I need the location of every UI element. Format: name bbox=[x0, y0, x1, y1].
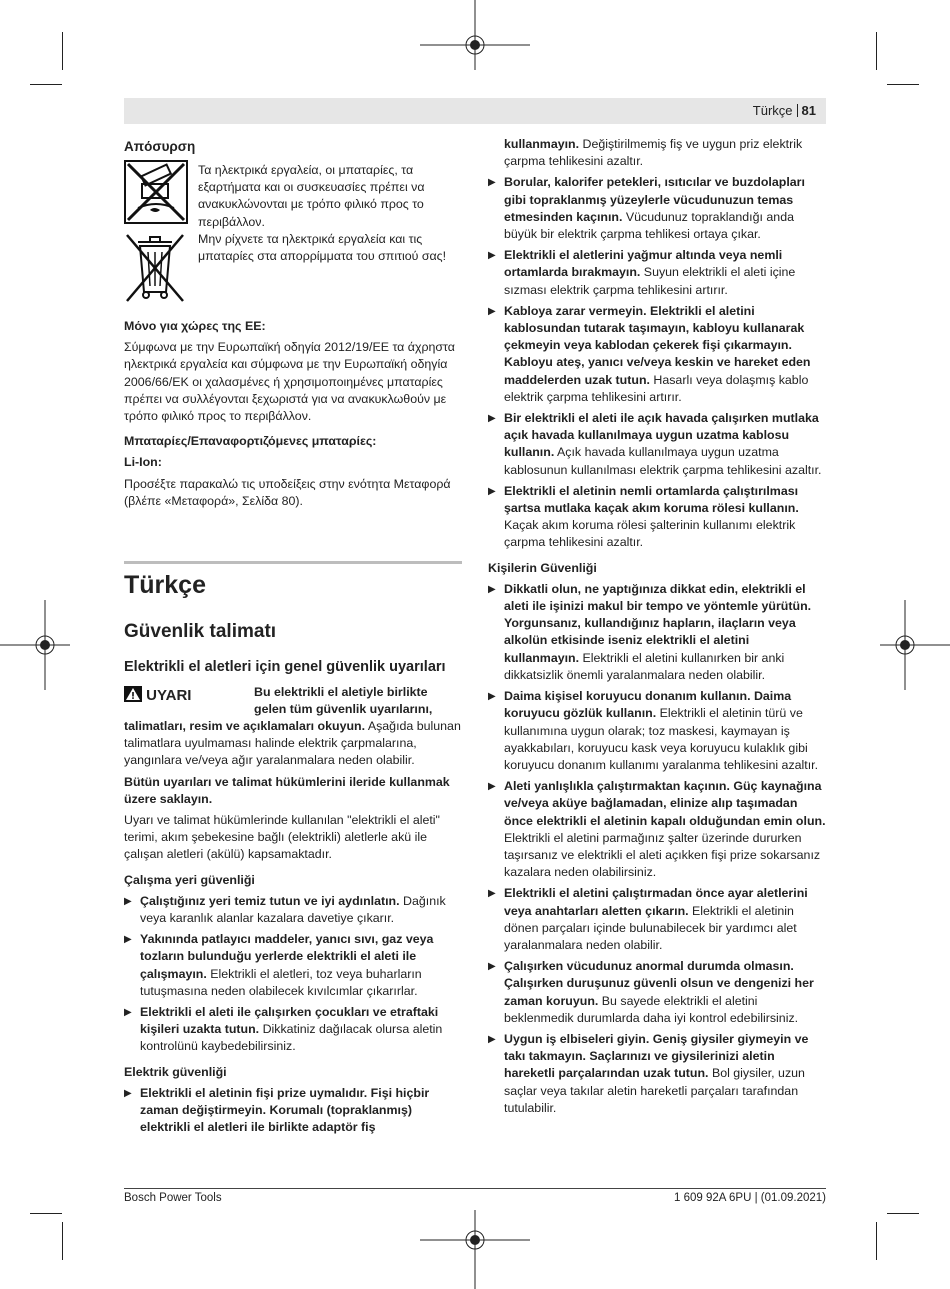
list-item: ▶ Dikkatli olun, ne yaptığınıza dikkat edin, elektrikli el aleti ile işinizi makul bir tempo ve yöntemle yürütün. Yorgunsanız, kullandığınız hapların, ilaçların veya alkolün etkisinde iseniz elektrikli el aletini kullanmayın. Elektrikli el aletini kullanırken bir anki dikkatsizlik önemli yaralanmalara neden olabilir. bbox=[488, 581, 812, 682]
list-item: ▶ Elektrikli el aletinin fişi prize uymalıdır. Fişi hiçbir zaman değiştirmeyin. Korumalı (topraklanmış) elektrikli el aletleri ile birlikte adaptör fiş bbox=[124, 1085, 430, 1135]
arrow-bullet-icon: ▶ bbox=[488, 177, 496, 189]
registration-mark-icon bbox=[0, 600, 70, 690]
header-section: Türkçe bbox=[752, 103, 793, 118]
term-definition: Uyarı ve talimat hükümlerinde kullanılan "elektrikli el aleti" terimi, akım şebekesine bağlı (elektrikli) aletlerle akü ile çalışan aletleri (akülü) kapsamaktadır. bbox=[124, 813, 440, 862]
registration-mark-icon bbox=[420, 0, 530, 70]
section-rule bbox=[124, 561, 462, 564]
eu-block bbox=[124, 318, 462, 510]
list-item-continued: kullanmayın. Değiştirilmemiş fiş ve uygun priz elektrik çarpma tehlikesini azaltır. bbox=[504, 137, 803, 169]
list-item: ▶ Yakınında patlayıcı maddeler, yanıcı sıvı, gaz veya tozların bulunduğu yerlerde elektrikli el aleti ile çalışmayın. Elektrikli el aletleri, toz veya buharların tutuşmasına neden olabilecek kıvılcımlar çıkarırlar. bbox=[124, 932, 434, 998]
footer-rule bbox=[124, 1188, 826, 1189]
list-item: ▶ Kabloya zarar vermeyin. Elektrikli el aletini kablosundan tutarak taşımayın, kabloyu kullanarak çekmeyin veya kablodan çekerek fişi çıkarmayın. Kabloyu ateş, yanıcı ve/veya keskin ve hareket eden maddelerden uzak tutun. Hasarlı veya dolaşmış kablo elektrik çarpma tehlikesini artırır. bbox=[488, 303, 811, 404]
crop-mark bbox=[876, 1222, 877, 1260]
general-warnings-title: Elektrikli el aletleri için genel güvenlik uyarıları bbox=[124, 659, 446, 675]
arrow-bullet-icon: ▶ bbox=[488, 961, 496, 973]
crop-mark bbox=[62, 1222, 63, 1260]
arrow-bullet-icon: ▶ bbox=[124, 1087, 132, 1099]
language-title: Türkçe bbox=[124, 571, 206, 599]
list-item: ▶ Aleti yanlışlıkla çalıştırmaktan kaçının. Güç kaynağına ve/veya aküye bağlamadan, elinize alıp taşımadan önce elektrikli el aletinin kapalı olduğundan emin olun. Elektrikli el aletini parmağınız şalter üzerinde dururken taşırsanız ve elektrikli el aleti açıkken fişi prize sokarsanız kazalara neden olabilirsiniz. bbox=[488, 779, 826, 880]
arrow-bullet-icon: ▶ bbox=[488, 691, 496, 703]
page-number: 81 bbox=[801, 103, 816, 118]
warning-block bbox=[124, 684, 462, 718]
crop-mark bbox=[30, 84, 62, 85]
arrow-bullet-icon: ▶ bbox=[488, 485, 496, 497]
personal-safety-heading: Kişilerin Güvenliği bbox=[488, 560, 597, 575]
list-item: ▶ Daima kişisel koruyucu donanım kullanın. Daima koruyucu gözlük kullanın. Elektrikli el aletinin türü ve kullanımına uygun olarak; toz maskesi, kaymayan iş ayakkabıları, koruyucu kask veya koruyucu kulaklık gibi koruyucu donanım kullanımı yaralanma tehlikesini azaltır. bbox=[488, 689, 819, 772]
crop-mark bbox=[876, 32, 877, 70]
list-item: ▶ Uygun iş elbiseleri giyin. Geniş giysiler giymeyin ve takı takmayın. Saçlarınızı ve giysilerinizi aletin hareketli parçalarından uzak tutun. Bol giysiler, uzun saçlar veya takılar aletin hareketli parçaları tarafından tutulabilir. bbox=[488, 1031, 809, 1115]
footer-right: 1 609 92A 6PU | (01.09.2021) bbox=[674, 1192, 826, 1204]
registration-mark-icon bbox=[880, 600, 950, 690]
arrow-bullet-icon: ▶ bbox=[488, 781, 496, 793]
arrow-bullet-icon: ▶ bbox=[488, 888, 496, 900]
eu-text: Σύμφωνα με την Ευρωπαϊκή οδηγία 2012/19/ΕΕ τα άχρηστα ηλεκτρικά εργαλεία και σύμφωνα με την Ευρωπαϊκή οδηγία 2006/66/ΕΚ οι χαλασμένες ή χρησιμοποιημένες μπαταρίες πρέπει να συλλέγονται ξεχωριστά για να ανακυκλωθούν με τρόπο φιλικό προς το περιβάλλον. bbox=[124, 340, 455, 424]
list-item: ▶ Elektrikli el aletinin nemli ortamlarda çalıştırılması şartsa mutlaka kaçak akım koruma rölesi kullanın. Kaçak akım koruma rölesi şalterinin kullanımı elektrik çarpma tehlikesini azaltır. bbox=[488, 483, 799, 550]
work-area-heading: Çalışma yeri güvenliği bbox=[124, 872, 255, 887]
safety-title: Güvenlik talimatı bbox=[124, 621, 277, 642]
page-header bbox=[124, 98, 826, 124]
crop-mark bbox=[887, 1213, 919, 1214]
crop-mark bbox=[30, 1213, 62, 1214]
battery-heading: Μπαταρίες/Επαναφορτιζόμενες μπαταρίες: bbox=[124, 434, 377, 449]
arrow-bullet-icon: ▶ bbox=[488, 1033, 496, 1045]
footer-left: Bosch Power Tools bbox=[124, 1192, 222, 1204]
arrow-bullet-icon: ▶ bbox=[488, 305, 496, 317]
disposal-text-2: Μην ρίχνετε τα ηλεκτρικά εργαλεία και τις μπαταρίες στα απορρίμματα του σπιτιού σας! bbox=[198, 231, 447, 264]
header-text bbox=[753, 103, 816, 118]
warning-paragraph: talimatları, resim ve açıklamaları okuyun. Aşağıda bulunan talimatlara uyulmaması halinde elektrik çarpmalarına, yangınlara ve/veya ağır yaralanmalara neden olabilir. bbox=[124, 719, 461, 768]
arrow-bullet-icon: ▶ bbox=[124, 1007, 132, 1019]
arrow-bullet-icon: ▶ bbox=[488, 250, 496, 262]
arrow-bullet-icon: ▶ bbox=[124, 934, 132, 946]
list-item: ▶ Çalıştığınız yeri temiz tutun ve iyi aydınlatın. Dağınık veya karanlık alanlar kazalara davetiye çıkarır. bbox=[124, 893, 446, 926]
disposal-text-1: Τα ηλεκτρικά εργαλεία, οι μπαταρίες, τα εξαρτήματα και οι συσκευασίες πρέπει να ανακυκλώνονται με τρόπο φιλικό προς το περιβάλλον. bbox=[198, 163, 425, 229]
liion-heading: Li-Ion: bbox=[124, 455, 162, 470]
crop-mark bbox=[62, 32, 63, 70]
disposal-text-block bbox=[198, 162, 460, 265]
disposal-heading: Απόσυρση bbox=[124, 139, 196, 154]
right-column bbox=[488, 136, 826, 1117]
warning-label: UYARI bbox=[124, 686, 191, 704]
turkish-section bbox=[124, 570, 462, 1136]
arrow-bullet-icon: ▶ bbox=[488, 583, 496, 595]
arrow-bullet-icon: ▶ bbox=[488, 413, 496, 425]
registration-mark-icon bbox=[420, 1210, 530, 1289]
crop-mark bbox=[887, 84, 919, 85]
warning-bold-1: Bu elektrikli el aletiyle birlikte gelen tüm güvenlik uyarılarını, bbox=[254, 685, 433, 717]
liion-text: Προσέξτε παρακαλώ τις υποδείξεις στην ενότητα Μεταφορά (βλέπε «Μεταφορά», Σελίδα 80). bbox=[124, 476, 451, 508]
no-battery-bin-icon bbox=[124, 160, 188, 224]
list-item: ▶ Borular, kalorifer petekleri, ısıtıcılar ve buzdolapları gibi topraklanmış yüzeylerle vücudunuzun temas etmesinden kaçının. Vücudunuz topraklandığı anda büyük bir elektrik çarpma tehlikesi ortaya çıkar. bbox=[488, 175, 805, 242]
list-item: ▶ Elektrikli el aletlerini yağmur altında veya nemli ortamlarda bırakmayın. Suyun elektrikli el aleti içine sızması elektrik çarpma tehlikesini artırır. bbox=[488, 248, 796, 297]
eu-heading: Μόνο για χώρες της ΕΕ: bbox=[124, 319, 266, 333]
list-item: ▶ Elektrikli el aletini çalıştırmadan önce ayar aletlerini veya anahtarları aletten çıkarın. Elektrikli el aletinin dönen parçaları içinde bulunabilecek bir yardımcı alet yaralanmalara neden olabilir. bbox=[488, 886, 808, 952]
crossed-bin-icon bbox=[124, 232, 186, 304]
electrical-safety-heading: Elektrik güvenliği bbox=[124, 1064, 227, 1079]
list-item: ▶ Bir elektrikli el aleti ile açık havada çalışırken mutlaka açık havada kullanılmaya uygun uzatma kablosu kullanın. Açık havada kullanılmaya uygun uzatma kablosunun kullanılması elektrik çarpma tehlikesini azaltır. bbox=[488, 411, 822, 477]
list-item: ▶ Çalışırken vücudunuz anormal durumda olmasın. Çalışırken duruşunuz güvenli olsun ve dengenizi her zaman koruyun. Bu sayede elektrikli el aletini beklenmedik durumlarda daha iyi kontrol edebilirsiniz. bbox=[488, 959, 814, 1025]
left-column bbox=[124, 138, 462, 155]
warning-triangle-icon bbox=[124, 686, 142, 702]
arrow-bullet-icon: ▶ bbox=[124, 895, 132, 907]
list-item: ▶ Elektrikli el aleti ile çalışırken çocukları ve etraftaki kişileri uzakta tutun. Dikkatiniz dağılacak olursa aletin kontrolünü kaybedebilirsiniz. bbox=[124, 1005, 443, 1054]
keep-instructions: Bütün uyarıları ve talimat hükümlerini ileride kullanmak üzere saklayın. bbox=[124, 774, 450, 806]
